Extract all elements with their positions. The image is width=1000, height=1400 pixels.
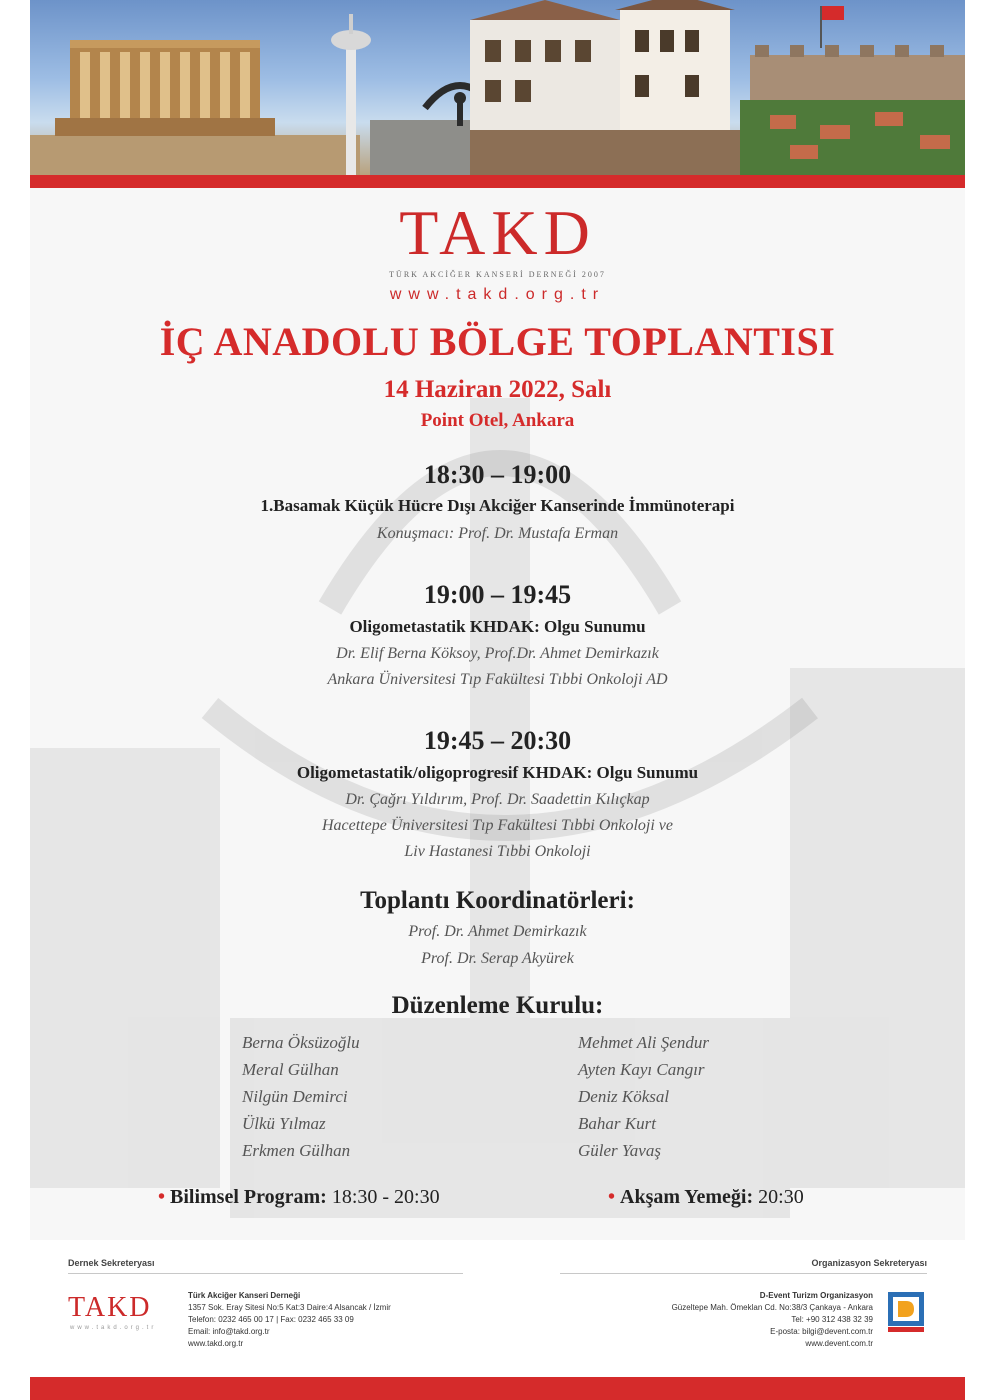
takd-logo: TAKD [399,197,596,268]
dinner-time: 20:30 [758,1186,804,1208]
committee-member: Berna Öksüzoğlu [242,1033,360,1052]
committee-left-column [242,1029,360,1164]
committee-heading: Düzenleme Kurulu: [391,992,604,1019]
association-name: Türk Akciğer Kanseri Derneği [188,1291,301,1300]
session-time: 19:00 – 19:45 [423,580,572,609]
organization-contact [672,1290,873,1350]
committee-member: Nilgün Demirci [242,1087,348,1106]
committee-member: Mehmet Ali Şendur [578,1033,709,1052]
header-photo-collage [30,0,965,175]
logo-website: www.takd.org.tr [389,286,606,303]
d-event-logo [888,1292,924,1332]
bullet-icon: • [158,1186,166,1208]
scientific-program [158,1186,440,1209]
coordinator-name: Prof. Dr. Serap Akyürek [421,950,574,967]
bullet-icon: • [608,1186,616,1208]
organization-secretariat-label: Organizasyon Sekreteryası [811,1258,927,1268]
header-red-bar [30,175,965,188]
association-email: Email: info@takd.org.tr [188,1327,270,1336]
logo-tagline: TÜRK AKCİĞER KANSERİ DERNEĞİ 2007 [389,270,606,279]
association-website: www.takd.org.tr [188,1339,244,1348]
committee-member: Erkmen Gülhan [242,1141,351,1160]
footer [30,1240,965,1377]
committee-right-column [578,1029,709,1164]
footer-red-bar [30,1377,965,1400]
organization-email: E-posta: bilgi@devent.com.tr [770,1327,873,1336]
ankara-landmarks-image [30,0,965,175]
coordinators-heading: Toplantı Koordinatörleri: [360,887,635,914]
session-topic: 1.Basamak Küçük Hücre Dışı Akciğer Kanserinde İmmünoterapi [260,496,735,515]
association-phone: Telefon: 0232 465 00 17 | Fax: 0232 465 33 09 [188,1315,354,1324]
session-affiliation: Liv Hastanesi Tıbbi Onkoloji [404,843,591,860]
footer-takd-logo: TAKD [68,1292,152,1323]
footer-logo-website: www.takd.org.tr [70,1325,157,1331]
session-topic: Oligometastatik/oligoprogresif KHDAK: Olgu Sunumu [296,763,699,782]
scientific-program-label: Bilimsel Program: [170,1186,327,1208]
session-time: 18:30 – 19:00 [423,460,572,489]
committee-member: Meral Gülhan [242,1060,339,1079]
session-affiliation: Hacettepe Üniversitesi Tıp Fakültesi Tıbbi Onkoloji ve [321,817,674,834]
organization-name: D-Event Turizm Organizasyon [759,1291,873,1300]
session-time: 19:45 – 20:30 [423,726,572,755]
committee-member: Ülkü Yılmaz [242,1114,326,1133]
event-title: İÇ ANADOLU BÖLGE TOPLANTISI [159,319,836,364]
session-speaker: Dr. Elif Berna Köksoy, Prof.Dr. Ahmet Demirkazık [336,645,659,662]
organization-website: www.devent.com.tr [805,1339,873,1348]
organization-address: Güzeltepe Mah. Ömeklan Cd. No:38/3 Çankaya - Ankara [671,1303,873,1312]
association-address: 1357 Sok. Eray Sitesi No:5 Kat:3 Daire:4 Alsancak / İzmir [188,1303,391,1312]
committee-member: Ayten Kayı Cangır [578,1060,705,1079]
dinner-label: Akşam Yemeği: [620,1186,754,1208]
organization-phone: Tel: +90 312 438 32 39 [791,1315,873,1324]
session-speaker: Konuşmacı: Prof. Dr. Mustafa Erman [376,525,619,542]
session-topic: Oligometastatik KHDAK: Olgu Sunumu [349,617,646,636]
footer-divider [560,1273,927,1274]
footer-divider [68,1273,463,1274]
dinner [608,1186,804,1209]
coordinator-name: Prof. Dr. Ahmet Demirkazık [408,923,587,940]
scientific-program-time: 18:30 - 20:30 [331,1186,440,1208]
session-affiliation: Ankara Üniversitesi Tıp Fakültesi Tıbbi Onkoloji AD [327,671,668,688]
committee-member: Bahar Kurt [578,1114,656,1133]
committee-member: Güler Yavaş [578,1141,661,1160]
session-speaker: Dr. Çağrı Yıldırım, Prof. Dr. Saadettin Kılıçkap [345,791,650,808]
event-venue: Point Otel, Ankara [420,410,575,431]
association-secretariat-label: Dernek Sekreteryası [68,1258,155,1268]
committee-member: Deniz Köksal [578,1087,670,1106]
association-contact [188,1290,391,1350]
event-date: 14 Haziran 2022, Salı [383,376,612,403]
